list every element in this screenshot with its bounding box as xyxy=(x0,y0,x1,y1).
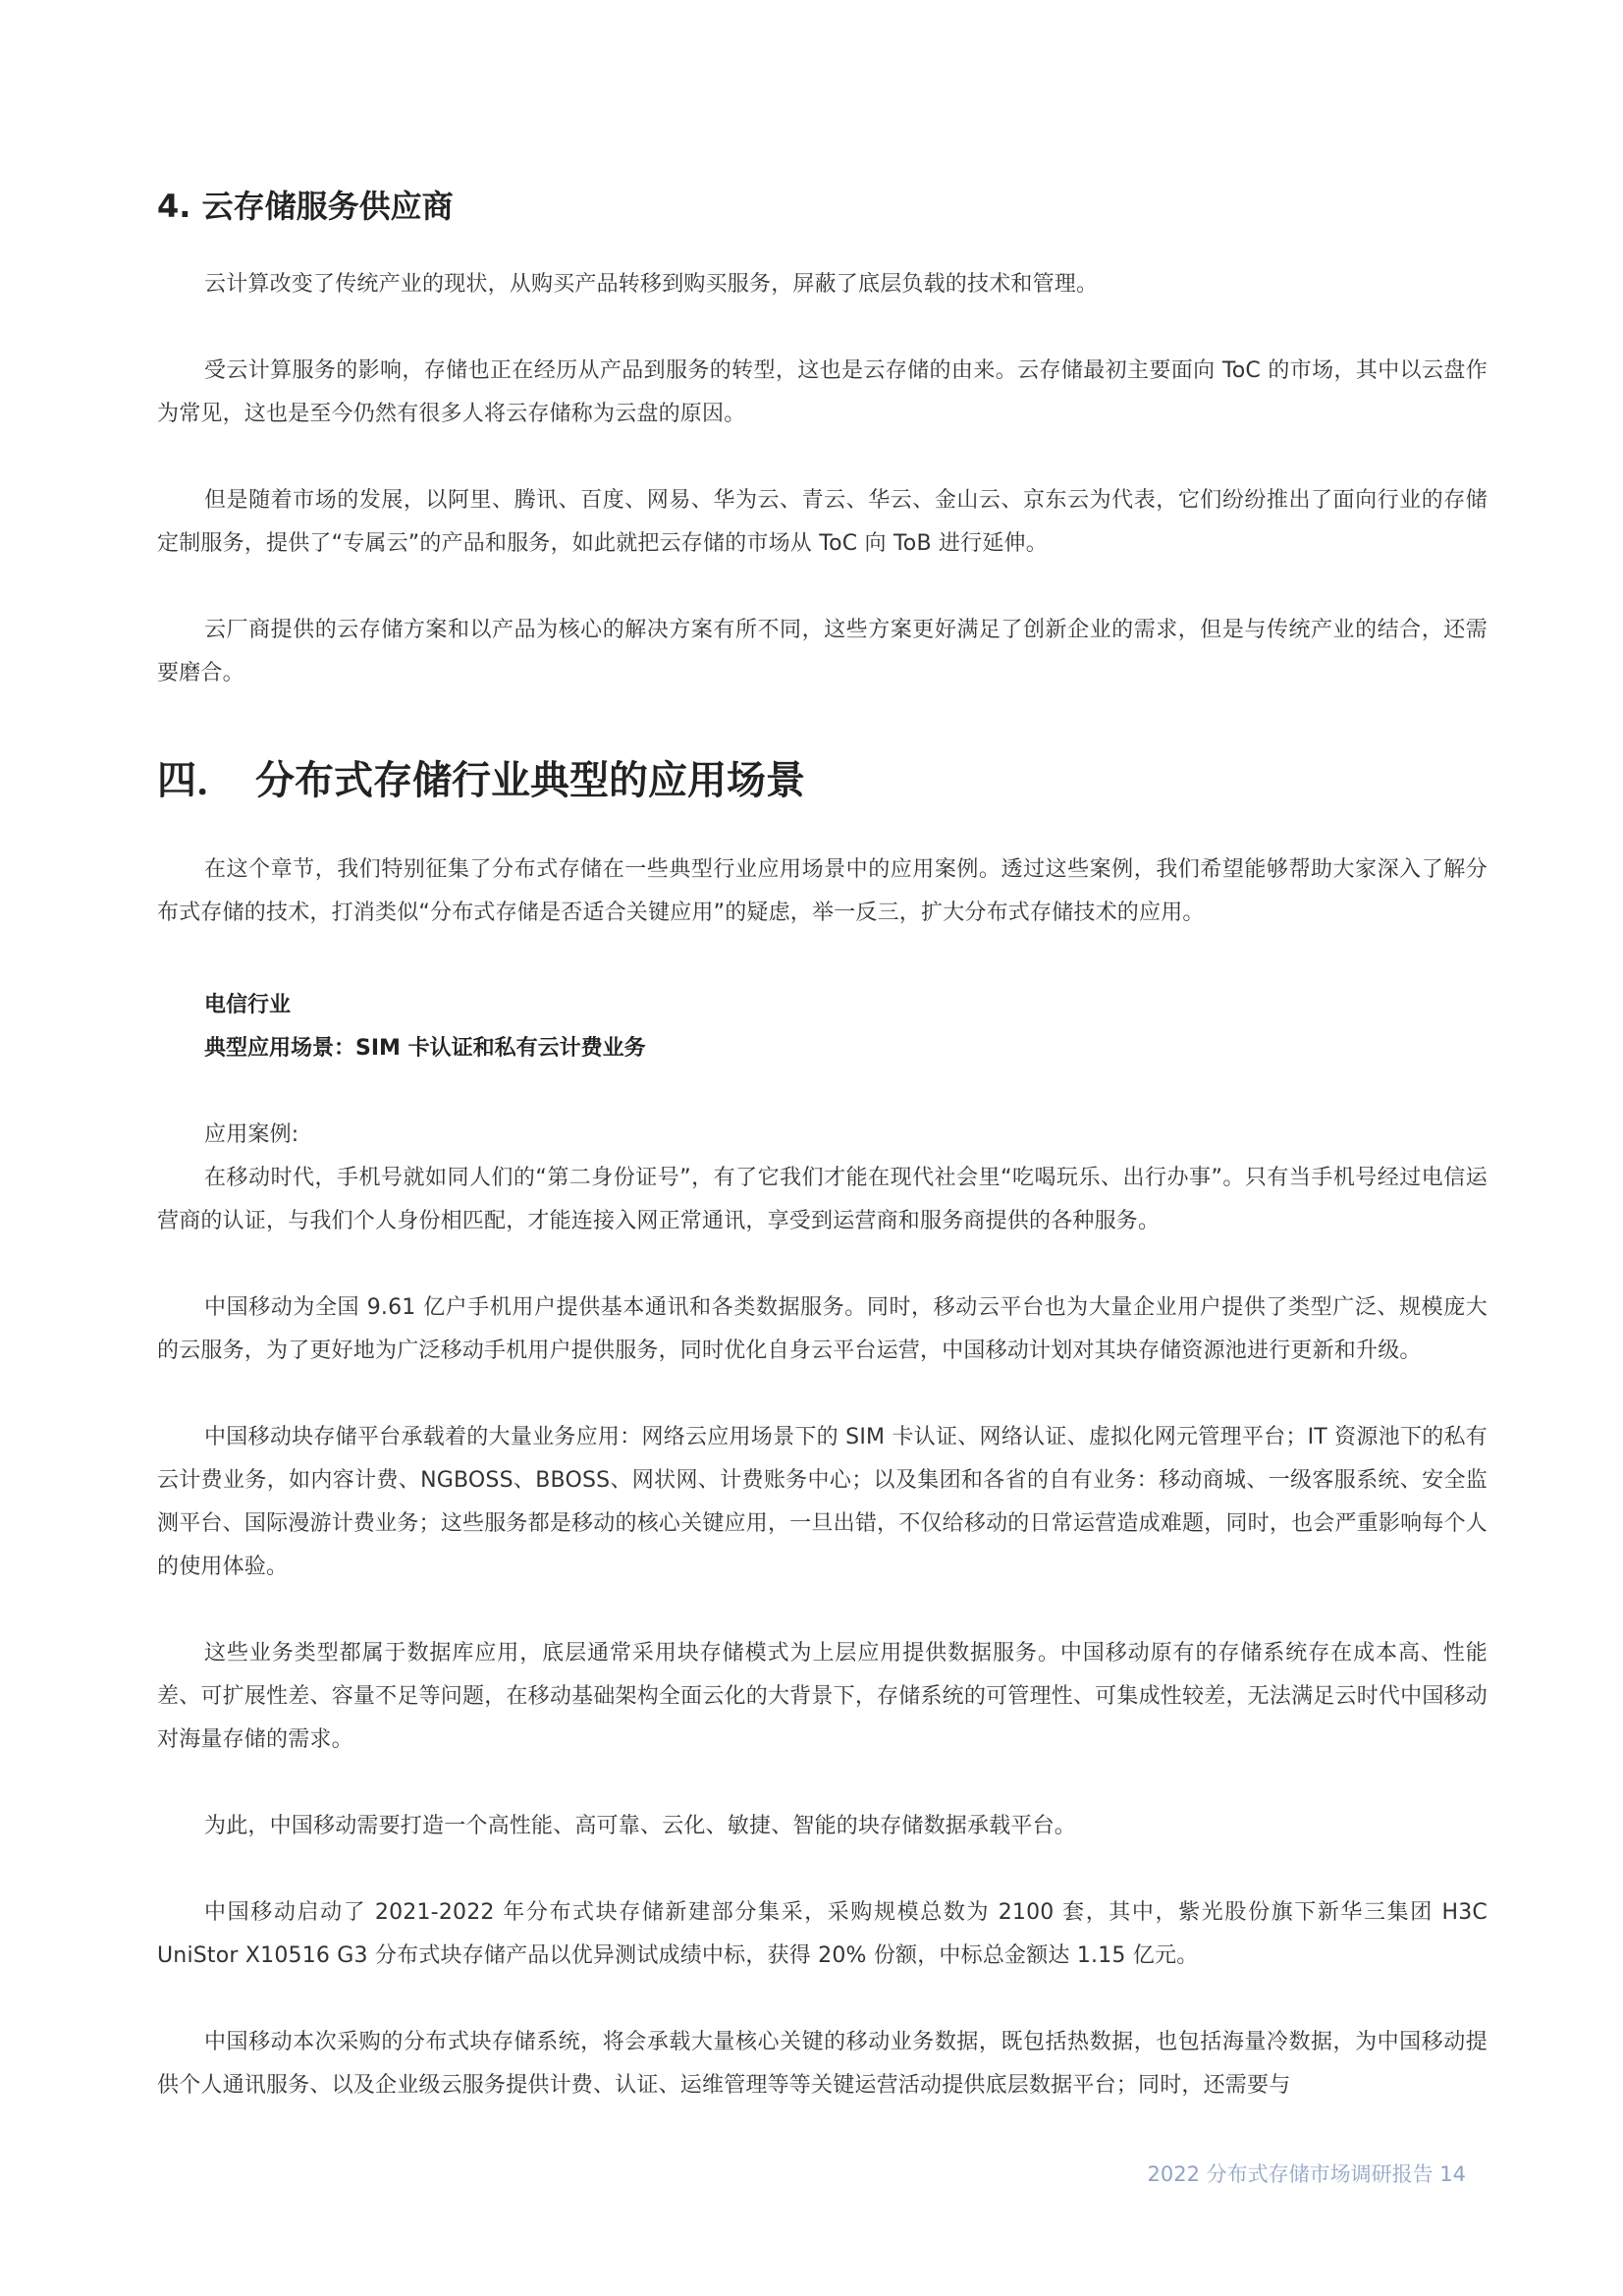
industry-title: 电信行业 xyxy=(204,993,292,1017)
page-footer: 2022 分布式存储市场调研报告 14 xyxy=(1147,2162,1466,2186)
paragraph: 受云计算服务的影响，存储也正在经历从产品到服务的转型，这也是云存储的由来。云存储最初主要面向 ToC 的市场，其中以云盘作为常见，这也是至今仍然有很多人将云存储称为云盘的原因。 xyxy=(157,358,1488,426)
paragraph: 云计算改变了传统产业的现状，从购买产品转移到购买服务，屏蔽了底层负载的技术和管理。 xyxy=(204,272,1099,297)
chapter-title: 分布式存储行业典型的应用场景 xyxy=(255,758,805,803)
paragraph: 为此，中国移动需要打造一个高性能、高可靠、云化、敏捷、智能的块存储数据承载平台。 xyxy=(204,1814,1077,1838)
scenario-title: 典型应用场景：SIM 卡认证和私有云计费业务 xyxy=(204,1036,646,1061)
case-label: 应用案例: xyxy=(204,1122,299,1147)
paragraph: 在移动时代，手机号就如同人们的“第二身份证号”，有了它我们才能在现代社会里“吃喝玩乐、出行办事”。只有当手机号经过电信运营商的认证，与我们个人身份相匹配，才能连接入网正常通讯，享受到运营商和服务商提供的各种服务。 xyxy=(157,1166,1488,1233)
chapter-intro: 在这个章节，我们特别征集了分布式存储在一些典型行业应用场景中的应用案例。透过这些案例，我们希望能够帮助大家深入了解分布式存储的技术，打消类似“分布式存储是否适合关键应用”的疑虑，举一反三，扩大分布式存储技术的应用。 xyxy=(157,857,1488,925)
paragraph: 这些业务类型都属于数据库应用，底层通常采用块存储模式为上层应用提供数据服务。中国移动原有的存储系统存在成本高、性能差、可扩展性差、容量不足等问题，在移动基础架构全面云化的大背景下，存储系统的可管理性、可集成性较差，无法满足云时代中国移动对海量存储的需求。 xyxy=(157,1641,1488,1752)
paragraph: 云厂商提供的云存储方案和以产品为核心的解决方案有所不同，这些方案更好满足了创新企业的需求，但是与传统产业的结合，还需要磨合。 xyxy=(157,618,1488,685)
paragraph: 中国移动为全国 9.61 亿户手机用户提供基本通讯和各类数据服务。同时，移动云平台也为大量企业用户提供了类型广泛、规模庞大的云服务，为了更好地为广泛移动手机用户提供服务，同时优化自身云平台运营，中国移动计划对其块存储资源池进行更新和升级。 xyxy=(157,1295,1488,1363)
section-heading: 4. 云存储服务供应商 xyxy=(157,188,454,225)
paragraph: 中国移动本次采购的分布式块存储系统，将会承载大量核心关键的移动业务数据，既包括热数据，也包括海量冷数据，为中国移动提供个人通讯服务、以及企业级云服务提供计费、认证、运维管理等等关键运营活动提供底层数据平台；同时，还需要与 xyxy=(157,2030,1488,2098)
page-content xyxy=(157,187,1488,2107)
chapter-number: 四． xyxy=(157,758,236,803)
paragraph: 中国移动启动了 2021-2022 年分布式块存储新建部分集采，采购规模总数为 2100 套，其中，紫光股份旗下新华三集团 H3C UniStor X10516 G3 分布式块存储产品以优异测试成绩中标，获得 20% 份额，中标总金额达 1.15 亿元。 xyxy=(157,1900,1488,1968)
industry-block xyxy=(157,984,1488,1070)
paragraph: 中国移动块存储平台承载着的大量业务应用：网络云应用场景下的 SIM 卡认证、网络认证、虚拟化网元管理平台；IT 资源池下的私有云计费业务，如内容计费、NGBOSS、BBOSS、网状网、计费账务中心；以及集团和各省的自有业务：移动商城、一级客服系统、安全监测平台、国际漫游计费业务；这些服务都是移动的核心关键应用，一旦出错，不仅给移动的日常运营造成难题，同时，也会严重影响每个人的使用体验。 xyxy=(157,1425,1488,1579)
chapter-heading xyxy=(157,756,1488,805)
paragraph: 但是随着市场的发展，以阿里、腾讯、百度、网易、华为云、青云、华云、金山云、京东云为代表，它们纷纷推出了面向行业的存储定制服务，提供了“专属云”的产品和服务，如此就把云存储的市场从 ToC 向 ToB 进行延伸。 xyxy=(157,488,1488,556)
